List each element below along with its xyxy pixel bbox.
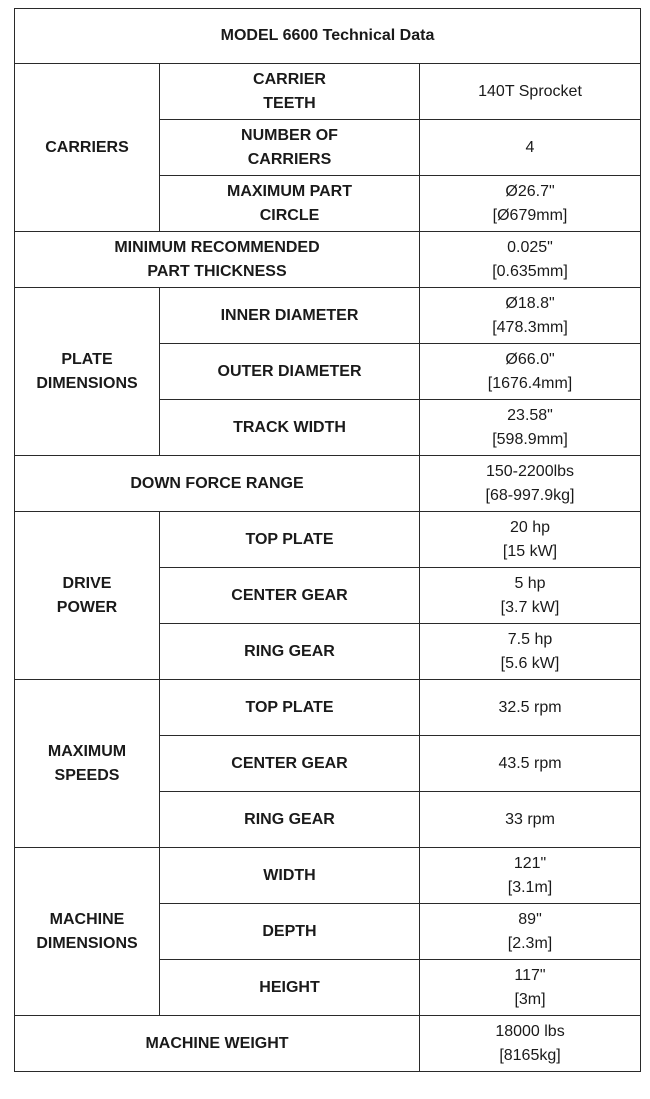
label-line: MAXIMUM PART [226,182,353,200]
value-line: 121" [513,854,547,872]
label-line: INNER DIAMETER [220,306,359,324]
value-top-plate-power [420,512,641,568]
value-line: [3m] [514,990,546,1008]
label-carrier-teeth [160,64,420,120]
value-line: 0.025" [507,238,553,256]
value-line: 5 hp [514,574,546,592]
value-line: 140T Sprocket [478,82,582,100]
value-ring-gear-power [420,624,641,680]
table-row [15,512,641,568]
table-row [15,232,641,288]
group-label-line: DRIVE [62,574,112,592]
label-center-gear-speed [160,736,420,792]
value-line: [2.3m] [507,934,553,952]
value-machine-weight [420,1016,641,1072]
label-number-of-carriers [160,120,420,176]
label-line: NUMBER OF [241,126,338,144]
table-row [15,64,641,120]
value-outer-diameter [420,344,641,400]
label-line: MINIMUM RECOMMENDED [114,238,320,256]
group-carriers [15,64,160,232]
value-line: [5.6 kW] [500,654,560,672]
label-line: RING GEAR [244,810,335,828]
value-height [420,960,641,1016]
label-line: CENTER GEAR [231,586,348,604]
value-line: [68-997.9kg] [485,486,575,504]
label-down-force-range [15,456,420,512]
value-line: Ø18.8" [505,294,555,312]
value-line: 117" [514,966,546,984]
value-track-width [420,400,641,456]
value-carrier-teeth [420,64,641,120]
label-line: HEIGHT [259,978,320,996]
label-line: TRACK WIDTH [233,418,346,436]
label-line: OUTER DIAMETER [217,362,362,380]
table-row [15,288,641,344]
value-line: [15 kW] [502,542,558,560]
label-line: WIDTH [263,866,316,884]
group-label-line: DIMENSIONS [36,934,138,952]
group-label-line: PLATE [61,350,113,368]
value-line: [3.1m] [507,878,553,896]
label-min-part-thickness [15,232,420,288]
label-ring-gear-power [160,624,420,680]
group-machine-dimensions [15,848,160,1016]
value-depth [420,904,641,960]
value-line: 89" [518,910,542,928]
label-line: RING GEAR [244,642,335,660]
label-line: CENTER GEAR [231,754,348,772]
value-line: Ø66.0" [505,350,555,368]
value-number-of-carriers [420,120,641,176]
value-line: 150-2200lbs [485,462,575,480]
label-line: CARRIER [253,70,326,88]
value-line: 33 rpm [505,810,555,828]
table-row [15,1016,641,1072]
value-max-part-circle [420,176,641,232]
value-center-gear-power [420,568,641,624]
label-machine-weight [15,1016,420,1072]
label-line: DOWN FORCE RANGE [130,474,304,492]
value-top-plate-speed [420,680,641,736]
value-line: Ø26.7" [505,182,555,200]
value-line: 23.58" [507,406,553,424]
label-top-plate-speed [160,680,420,736]
table-row [15,680,641,736]
label-line: MACHINE WEIGHT [145,1034,289,1052]
technical-data-table [14,8,641,1072]
label-line: DEPTH [262,922,317,940]
label-width [160,848,420,904]
group-label-line: SPEEDS [54,766,120,784]
group-maximum-speeds [15,680,160,848]
value-line: [0.635mm] [492,262,568,280]
group-label-line: MAXIMUM [47,742,127,760]
group-label-line: POWER [56,598,118,616]
label-center-gear-power [160,568,420,624]
label-line: PART THICKNESS [147,262,287,280]
label-line: CARRIERS [247,150,332,168]
value-line: [8165kg] [499,1046,561,1064]
label-ring-gear-speed [160,792,420,848]
value-line: 20 hp [509,518,551,536]
value-line: 43.5 rpm [498,754,562,772]
label-max-part-circle [160,176,420,232]
label-inner-diameter [160,288,420,344]
value-center-gear-speed [420,736,641,792]
label-line: CIRCLE [259,206,320,224]
table-title: MODEL 6600 Technical Data [15,9,641,64]
group-label-line: DIMENSIONS [36,374,138,392]
label-line: TOP PLATE [245,698,334,716]
table-row [15,848,641,904]
value-line: [598.9mm] [492,430,568,448]
value-width [420,848,641,904]
spec-sheet [14,8,640,1091]
value-line: [3.7 kW] [500,598,560,616]
value-inner-diameter [420,288,641,344]
group-label-line: CARRIERS [45,138,129,156]
value-line: [478.3mm] [492,318,568,336]
label-outer-diameter [160,344,420,400]
value-line: 7.5 hp [507,630,553,648]
value-line: [Ø679mm] [492,206,568,224]
value-line: [1676.4mm] [487,374,573,392]
group-plate-dimensions [15,288,160,456]
value-line: 18000 lbs [495,1022,565,1040]
value-ring-gear-speed [420,792,641,848]
table-row [15,456,641,512]
label-top-plate-power [160,512,420,568]
label-track-width [160,400,420,456]
label-height [160,960,420,1016]
value-line: 32.5 rpm [498,698,562,716]
value-min-part-thickness [420,232,641,288]
label-line: TOP PLATE [245,530,334,548]
value-line: 4 [525,138,535,156]
label-line: TEETH [263,94,316,112]
label-depth [160,904,420,960]
group-drive-power [15,512,160,680]
group-label-line: MACHINE [49,910,125,928]
value-down-force-range [420,456,641,512]
